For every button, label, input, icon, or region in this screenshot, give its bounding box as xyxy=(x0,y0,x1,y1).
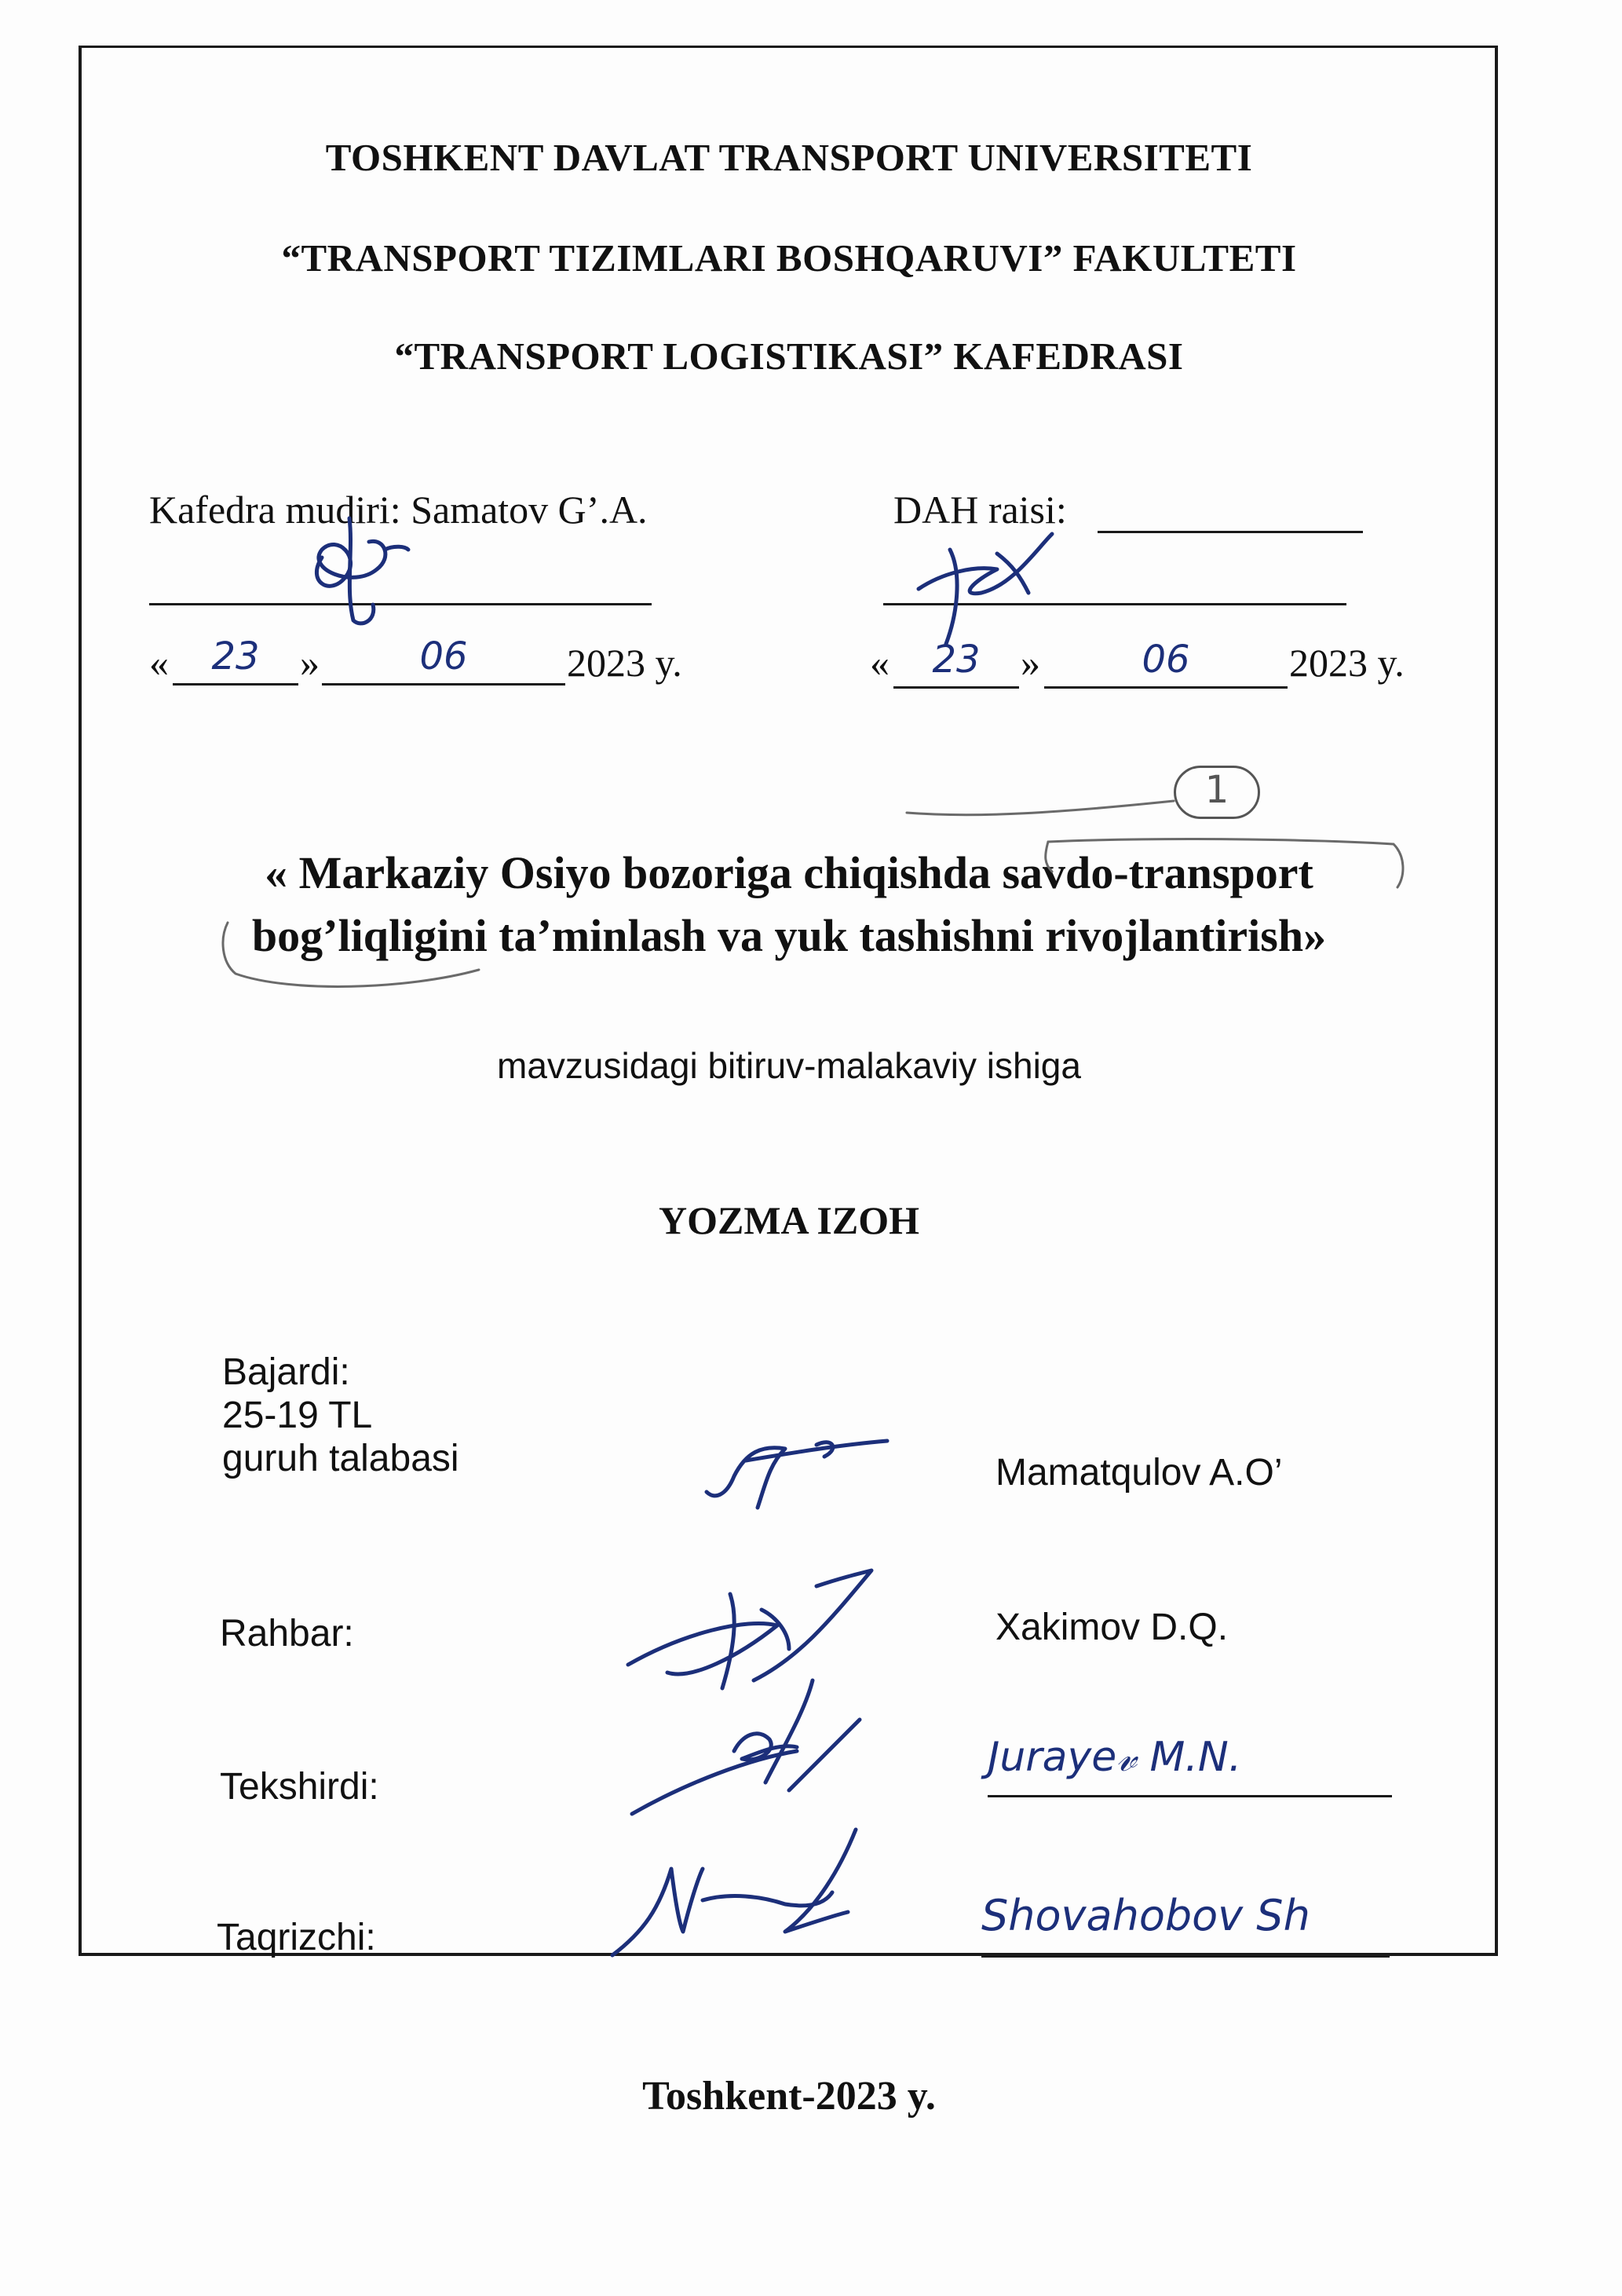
thesis-title-line2: bog’liqligini ta’minlash va yuk tashishni rivojlantirish» xyxy=(251,910,1327,961)
faculty-name: “TRANSPORT TIZIMLARI BOSHQARUVI” FAKULTETI xyxy=(281,236,1297,280)
date-day-right: 23 xyxy=(893,638,1019,689)
date-close-quote-left: » xyxy=(300,641,320,685)
pencil-number-annotation: 1 xyxy=(1204,768,1229,812)
date-year-left: 2023 y. xyxy=(567,641,682,685)
commission-chair-label: DAH raisi: xyxy=(893,488,1067,532)
performer-name: Mamatqulov A.O’ xyxy=(995,1452,1283,1493)
thesis-title-line1: « Markaziy Osiyo bozoriga chiqishda savdo-transport xyxy=(265,847,1313,898)
performer-label: Bajardi: xyxy=(222,1351,350,1393)
footer-place-year: Toshkent-2023 y. xyxy=(642,2074,936,2119)
date-open-quote-left: « xyxy=(149,641,169,685)
signature-commission-chair xyxy=(903,518,1076,652)
commission-chair-name-line xyxy=(1098,531,1363,533)
document-type: YOZMA IZOH xyxy=(659,1198,919,1242)
thesis-subtitle: mavzusidagi bitiruv-malakaviy ishiga xyxy=(497,1045,1081,1086)
department-name: “TRANSPORT LOGISTIKASI” KAFEDRASI xyxy=(394,335,1184,378)
university-name: TOSHKENT DAVLAT TRANSPORT UNIVERSITETI xyxy=(325,136,1253,179)
supervisor-name: Xakimov D.Q. xyxy=(995,1607,1229,1648)
date-year-right: 2023 y. xyxy=(1289,641,1405,685)
date-open-quote-right: « xyxy=(870,641,890,685)
checker-label: Tekshirdi: xyxy=(220,1766,379,1808)
signature-reviewer xyxy=(605,1822,887,1963)
checker-name: Juraye𝓋 M.N. xyxy=(988,1734,1392,1797)
signature-performer xyxy=(699,1421,903,1515)
reviewer-label: Taqrizchi: xyxy=(217,1917,376,1958)
reviewer-name: Shovahobov Sh xyxy=(981,1891,1390,1958)
date-close-quote-right: » xyxy=(1021,641,1040,685)
performer-group: 25-19 TL xyxy=(222,1395,373,1436)
date-month-right: 06 xyxy=(1044,638,1288,689)
date-day-left: 23 xyxy=(173,634,298,686)
signature-checker xyxy=(624,1665,883,1822)
signature-head-of-department xyxy=(275,503,432,636)
performer-status: guruh talabasi xyxy=(222,1438,459,1479)
supervisor-label: Rahbar: xyxy=(220,1613,354,1654)
date-month-left: 06 xyxy=(322,634,565,686)
performer-block xyxy=(222,1351,459,1480)
head-of-department-label: Kafedra mudiri: Samatov G’.A. xyxy=(149,488,648,532)
